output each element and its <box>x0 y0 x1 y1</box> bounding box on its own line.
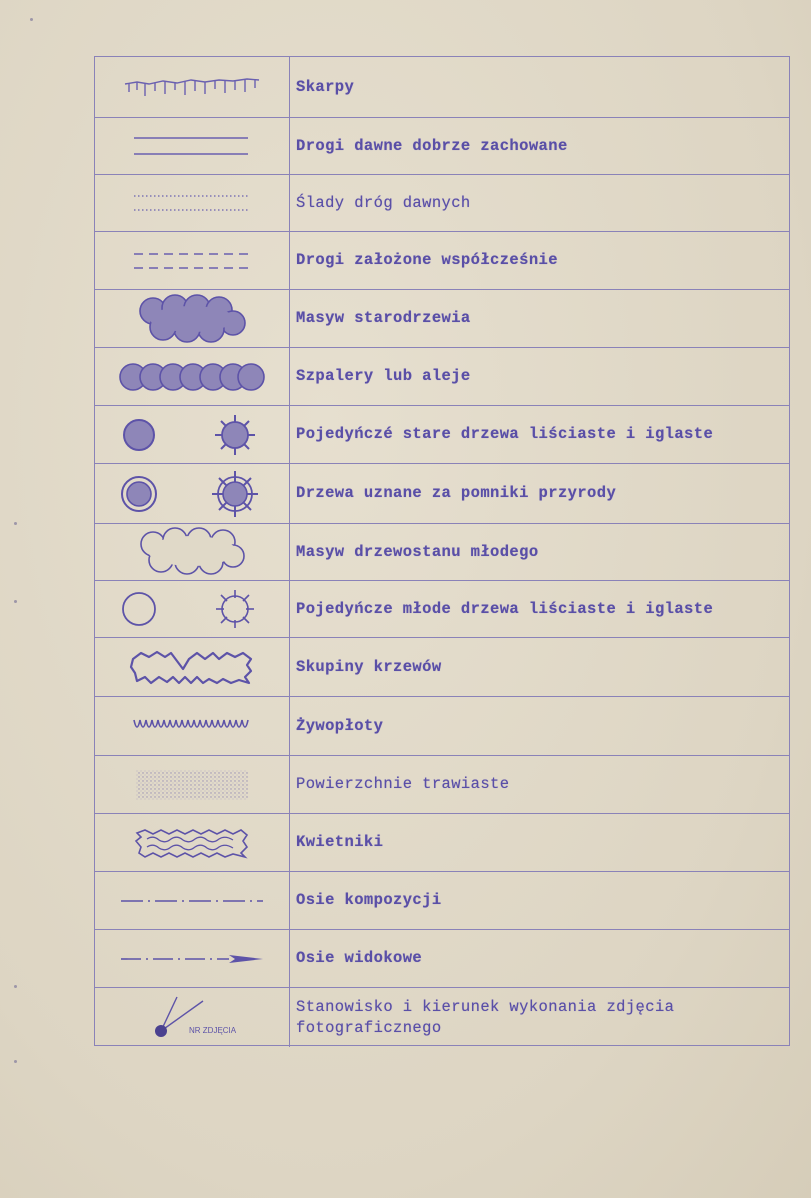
legend-row-flowerbeds <box>95 813 789 871</box>
single-old-trees-symbol <box>95 406 289 463</box>
shrub-group-symbol <box>95 638 289 696</box>
legend-row-hedges <box>95 696 789 755</box>
escarpment-symbol <box>95 57 289 117</box>
legend-label: Skarpy <box>296 77 355 96</box>
legend-label: Osie widokowe <box>296 949 423 968</box>
modern-road-dashed-symbol <box>95 232 289 289</box>
legend-row-single-young-trees <box>95 580 789 637</box>
legend-row-old-roads <box>95 117 789 174</box>
legend-row-tree-rows <box>95 347 789 405</box>
old-tree-mass-symbol <box>95 290 289 347</box>
legend-label: Pojedyńczé stare drzewa liściaste i iglaste <box>296 425 714 444</box>
legend-row-young-stand <box>95 523 789 580</box>
legend-label: Powierzchnie trawiaste <box>296 775 510 794</box>
legend-row-grass <box>95 755 789 813</box>
legend-row-skarpy <box>95 57 789 117</box>
legend-label: Stanowisko i kierunek wykonania zdjęcia fotograficznego <box>296 998 675 1037</box>
photo-station-symbol <box>95 988 289 1047</box>
legend-label: Masyw drzewostanu młodego <box>296 542 539 561</box>
legend-row-road-traces <box>95 174 789 231</box>
legend-label: Osie kompozycji <box>296 891 442 910</box>
legend-row-shrub-groups <box>95 637 789 696</box>
legend-label: Ślady dróg dawnych <box>296 193 471 212</box>
grass-area-symbol <box>95 756 289 813</box>
photo-symbol-caption: NR ZDJĘCIA <box>189 1025 237 1035</box>
legend-label: Masyw starodrzewia <box>296 309 471 328</box>
legend-table <box>94 56 790 1046</box>
hedge-zigzag-symbol <box>95 697 289 755</box>
tree-row-alley-symbol <box>95 348 289 405</box>
legend-label: Drogi dawne dobrze zachowane <box>296 136 568 155</box>
legend-label: Pojedyńcze młode drzewa liściaste i iglaste <box>296 599 714 618</box>
paper-speck <box>14 1060 17 1063</box>
paper-speck <box>14 600 17 603</box>
legend-row-single-old-trees <box>95 405 789 463</box>
legend-row-old-tree-mass <box>95 289 789 347</box>
legend-row-nature-monuments <box>95 463 789 523</box>
legend-label: Szpalery lub aleje <box>296 367 471 386</box>
paper-speck <box>14 522 17 525</box>
legend-row-composition-axes <box>95 871 789 929</box>
flowerbed-symbol <box>95 814 289 871</box>
composition-axis-symbol <box>95 872 289 929</box>
single-young-trees-symbol <box>95 581 289 637</box>
legend-label: Drogi założone współcześnie <box>296 251 558 270</box>
paper-speck <box>14 985 17 988</box>
legend-row-photo-station <box>95 987 789 1047</box>
nature-monument-trees-symbol <box>95 464 289 523</box>
legend-label: Drzewa uznane za pomniki przyrody <box>296 484 617 503</box>
road-traces-dotted-symbol <box>95 175 289 231</box>
legend-row-view-axes <box>95 929 789 987</box>
view-axis-arrow-symbol <box>95 930 289 987</box>
legend-label: Żywopłoty <box>296 716 384 735</box>
old-road-double-line-symbol <box>95 118 289 174</box>
legend-label: Kwietniki <box>296 833 384 852</box>
paper-speck <box>30 18 33 21</box>
young-stand-mass-symbol <box>95 524 289 580</box>
legend-row-modern-roads <box>95 231 789 289</box>
legend-label: Skupiny krzewów <box>296 657 442 676</box>
